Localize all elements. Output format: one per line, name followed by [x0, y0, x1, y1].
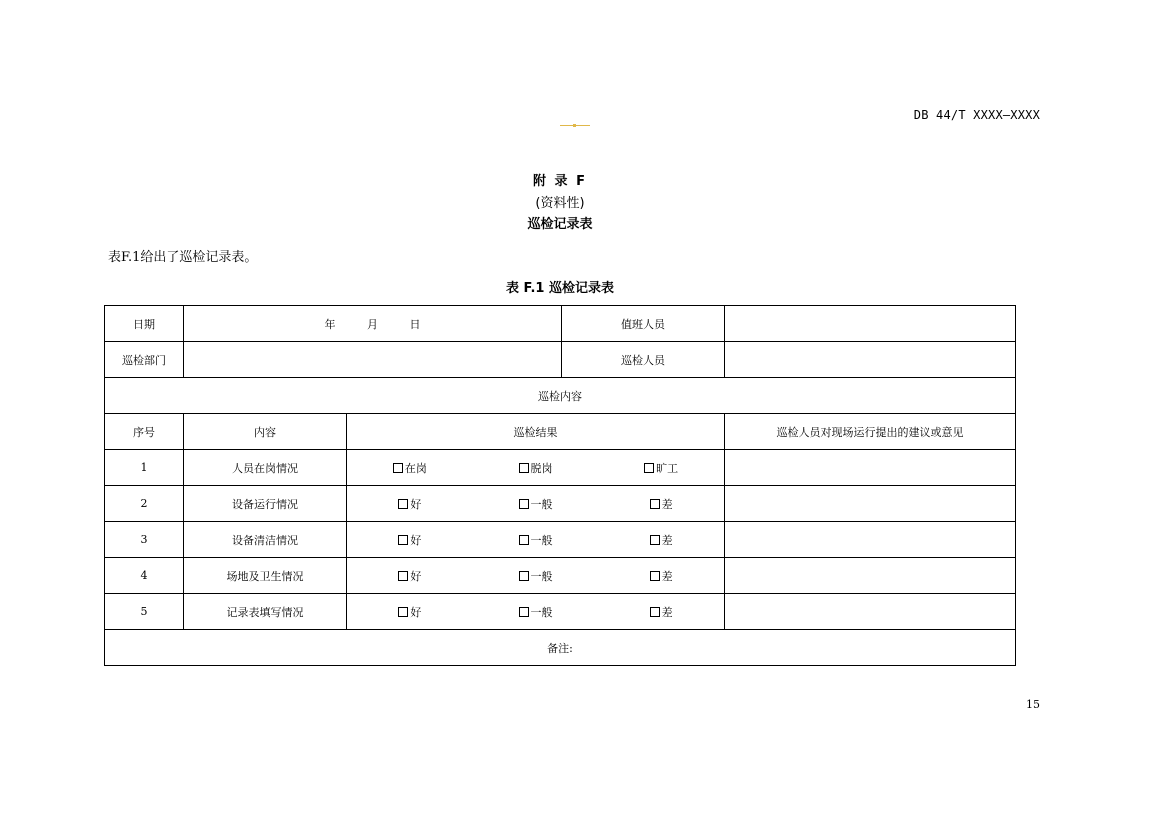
result-option-label: 旷工 — [656, 461, 679, 475]
checkbox-icon[interactable] — [519, 535, 529, 545]
row-item: 设备清洁情况 — [184, 522, 347, 558]
result-option[interactable] — [598, 496, 724, 512]
checkbox-icon[interactable] — [519, 463, 529, 473]
row-number: 4 — [105, 558, 184, 594]
dept-label: 巡检部门 — [105, 342, 184, 378]
row-advice-field[interactable] — [725, 522, 1016, 558]
inspector-field[interactable] — [725, 342, 1016, 378]
date-field[interactable] — [184, 306, 562, 342]
result-options — [347, 460, 724, 476]
checkbox-icon[interactable] — [398, 535, 408, 545]
checkbox-icon[interactable] — [398, 571, 408, 581]
appendix-subject: 巡检记录表 — [527, 217, 593, 232]
result-option[interactable] — [598, 568, 724, 584]
result-option-label: 一般 — [530, 605, 553, 619]
row-result — [347, 450, 725, 486]
row-advice-field[interactable] — [725, 558, 1016, 594]
result-option-label: 差 — [661, 497, 673, 511]
checkbox-icon[interactable] — [650, 571, 660, 581]
result-options — [347, 532, 724, 548]
dept-row — [105, 342, 1016, 378]
result-option-label: 一般 — [530, 497, 553, 511]
checkbox-icon[interactable] — [650, 499, 660, 509]
date-label: 日期 — [105, 306, 184, 342]
row-result — [347, 594, 725, 630]
result-option[interactable] — [347, 496, 473, 512]
inspection-rows — [105, 450, 1016, 630]
date-row — [105, 306, 1016, 342]
row-item: 人员在岗情况 — [184, 450, 347, 486]
appendix-title: 附 录 F — [533, 174, 587, 189]
page-number: 15 — [1026, 698, 1040, 711]
intro-text: 表F.1给出了巡检记录表。 — [108, 250, 258, 265]
row-number: 5 — [105, 594, 184, 630]
col-header-result: 巡检结果 — [347, 414, 725, 450]
result-options — [347, 604, 724, 620]
result-option[interactable] — [473, 532, 599, 548]
table-row — [105, 594, 1016, 630]
table-row — [105, 450, 1016, 486]
content-section-row — [105, 378, 1016, 414]
content-section-label: 巡检内容 — [105, 378, 1016, 414]
result-option[interactable] — [598, 604, 724, 620]
result-option-label: 脱岗 — [530, 461, 553, 475]
result-option[interactable] — [473, 460, 599, 476]
result-option[interactable] — [473, 496, 599, 512]
row-result — [347, 558, 725, 594]
date-parts — [311, 318, 435, 331]
result-options — [347, 568, 724, 584]
col-header-advice: 巡检人员对现场运行提出的建议或意见 — [725, 414, 1016, 450]
result-option[interactable] — [473, 568, 599, 584]
date-day: 日 — [409, 317, 421, 331]
result-options — [347, 496, 724, 512]
result-option-label: 差 — [661, 605, 673, 619]
row-result — [347, 486, 725, 522]
duty-field[interactable] — [725, 306, 1016, 342]
date-year: 年 — [324, 317, 336, 331]
table-caption: 表 F.1 巡检记录表 — [505, 281, 614, 296]
col-header-item: 内容 — [184, 414, 347, 450]
row-number: 2 — [105, 486, 184, 522]
row-number: 3 — [105, 522, 184, 558]
result-option-label: 差 — [661, 533, 673, 547]
checkbox-icon[interactable] — [519, 571, 529, 581]
checkbox-icon[interactable] — [398, 607, 408, 617]
checkbox-icon[interactable] — [393, 463, 403, 473]
row-advice-field[interactable] — [725, 486, 1016, 522]
date-month: 月 — [367, 317, 378, 331]
table-row — [105, 486, 1016, 522]
result-option-label: 一般 — [530, 569, 553, 583]
row-result — [347, 522, 725, 558]
row-item: 记录表填写情况 — [184, 594, 347, 630]
result-option[interactable] — [347, 532, 473, 548]
header-rule — [560, 125, 590, 126]
result-option-label: 好 — [410, 569, 422, 583]
result-option-label: 一般 — [530, 533, 553, 547]
result-option-label: 在岗 — [404, 461, 427, 475]
checkbox-icon[interactable] — [650, 607, 660, 617]
row-advice-field[interactable] — [725, 450, 1016, 486]
column-header-row — [105, 414, 1016, 450]
result-option[interactable] — [598, 460, 724, 476]
row-item: 场地及卫生情况 — [184, 558, 347, 594]
inspector-label: 巡检人员 — [562, 342, 725, 378]
inspection-record-table — [104, 305, 1016, 666]
result-option-label: 好 — [410, 497, 422, 511]
appendix-nature: (资料性) — [535, 196, 585, 211]
result-option[interactable] — [473, 604, 599, 620]
result-option-label: 差 — [661, 569, 673, 583]
result-option[interactable] — [598, 532, 724, 548]
table-row — [105, 558, 1016, 594]
col-header-no: 序号 — [105, 414, 184, 450]
remarks-row — [105, 630, 1016, 666]
dept-field[interactable] — [184, 342, 562, 378]
result-option-label: 好 — [410, 605, 422, 619]
checkbox-icon[interactable] — [398, 499, 408, 509]
row-item: 设备运行情况 — [184, 486, 347, 522]
checkbox-icon[interactable] — [650, 535, 660, 545]
remarks-label[interactable]: 备注: — [105, 630, 1016, 666]
row-advice-field[interactable] — [725, 594, 1016, 630]
checkbox-icon[interactable] — [519, 607, 529, 617]
checkbox-icon[interactable] — [644, 463, 654, 473]
header-rule-dot — [573, 124, 576, 127]
result-option[interactable] — [347, 568, 473, 584]
result-option-label: 好 — [410, 533, 422, 547]
duty-label: 值班人员 — [562, 306, 725, 342]
row-number: 1 — [105, 450, 184, 486]
result-option[interactable] — [347, 604, 473, 620]
standard-code: DB 44/T XXXX—XXXX — [913, 108, 1040, 122]
result-option[interactable] — [347, 460, 473, 476]
table-row — [105, 522, 1016, 558]
checkbox-icon[interactable] — [519, 499, 529, 509]
